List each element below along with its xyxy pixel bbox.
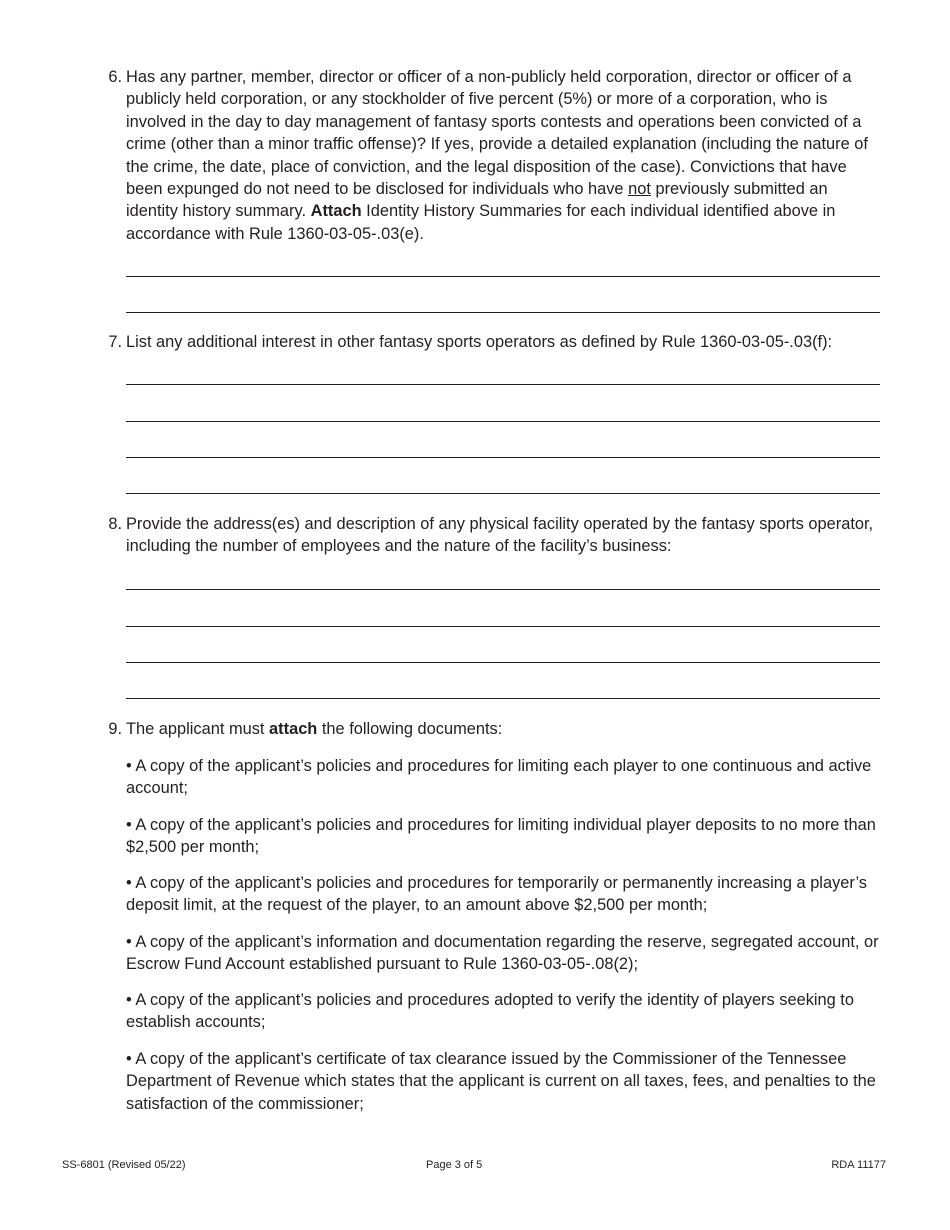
answer-line[interactable] <box>126 626 880 627</box>
emphasis-not: not <box>628 180 651 199</box>
question-9 <box>100 718 882 740</box>
list-item: • A copy of the applicant’s policies and procedures adopted to verify the identity of players seeking to establish accounts; <box>126 991 854 1032</box>
emphasis-attach: Attach <box>310 202 362 221</box>
answer-line[interactable] <box>126 698 880 699</box>
answer-line[interactable] <box>126 493 880 494</box>
answer-line[interactable] <box>126 589 880 590</box>
question-8 <box>100 513 882 558</box>
answer-line[interactable] <box>126 312 880 313</box>
question-text: The applicant must attach the following documents: <box>126 720 503 738</box>
list-item: • A copy of the applicant’s policies and procedures for temporarily or permanently increasing a player’s deposit limit, at the request of the player, to an amount above $2,500 per month; <box>126 874 867 915</box>
question-6 <box>100 66 882 245</box>
footer-page-number: Page 3 of 5 <box>426 1159 483 1171</box>
question-number: 6. <box>108 68 122 86</box>
footer-rda: RDA 11177 <box>831 1159 886 1171</box>
answer-line[interactable] <box>126 662 880 663</box>
footer-form-id: SS-6801 (Revised 05/22) <box>62 1159 186 1171</box>
question-text: List any additional interest in other fantasy sports operators as defined by Rule 1360-03-05-.03(f): <box>126 333 833 351</box>
question-text: Provide the address(es) and description of any physical facility operated by the fantasy sports operator, including the number of employees and the nature of the facility’s business: <box>126 515 874 556</box>
question-number: 7. <box>108 333 122 351</box>
question-number: 8. <box>108 515 122 533</box>
list-item: • A copy of the applicant’s policies and procedures for limiting individual player deposits to no more than $2,500 per month; <box>126 816 876 857</box>
emphasis-attach: attach <box>269 720 318 738</box>
list-item: • A copy of the applicant’s certificate of tax clearance issued by the Commissioner of the Tennessee Department of Revenue which states that the applicant is current on all taxes, fees, and penalties to the satisfaction of the commissioner; <box>126 1050 876 1113</box>
list-item: • A copy of the applicant’s information and documentation regarding the reserve, segregated account, or Escrow Fund Account established pursuant to Rule 1360-03-05-.08(2); <box>126 933 879 974</box>
answer-line[interactable] <box>126 421 880 422</box>
answer-line[interactable] <box>126 457 880 458</box>
list-item: • A copy of the applicant’s policies and procedures for limiting each player to one continuous and active account; <box>126 757 872 798</box>
answer-line[interactable] <box>126 384 880 385</box>
answer-line[interactable] <box>126 276 880 277</box>
question-text: Has any partner, member, director or officer of a non-publicly held corporation, director or officer of a publicly held corporation, or any stockholder of five percent (5%) or more of a corporation, who is involved in the day to day management of fantasy sports contests and operations been convicted of a crime (other than a minor traffic offense)? If yes, provide a detailed explanation (including the nature of the crime, the date, place of conviction, and the legal disposition of the case). Convictions that have been expunged do not need to be disclosed for individuals who have not previously submitted an identity history summary. Attach Identity History Summaries for each individual identified above in accordance with Rule 1360-03-05-.03(e). <box>126 68 868 243</box>
question-7 <box>100 331 882 353</box>
question-number: 9. <box>108 720 122 738</box>
